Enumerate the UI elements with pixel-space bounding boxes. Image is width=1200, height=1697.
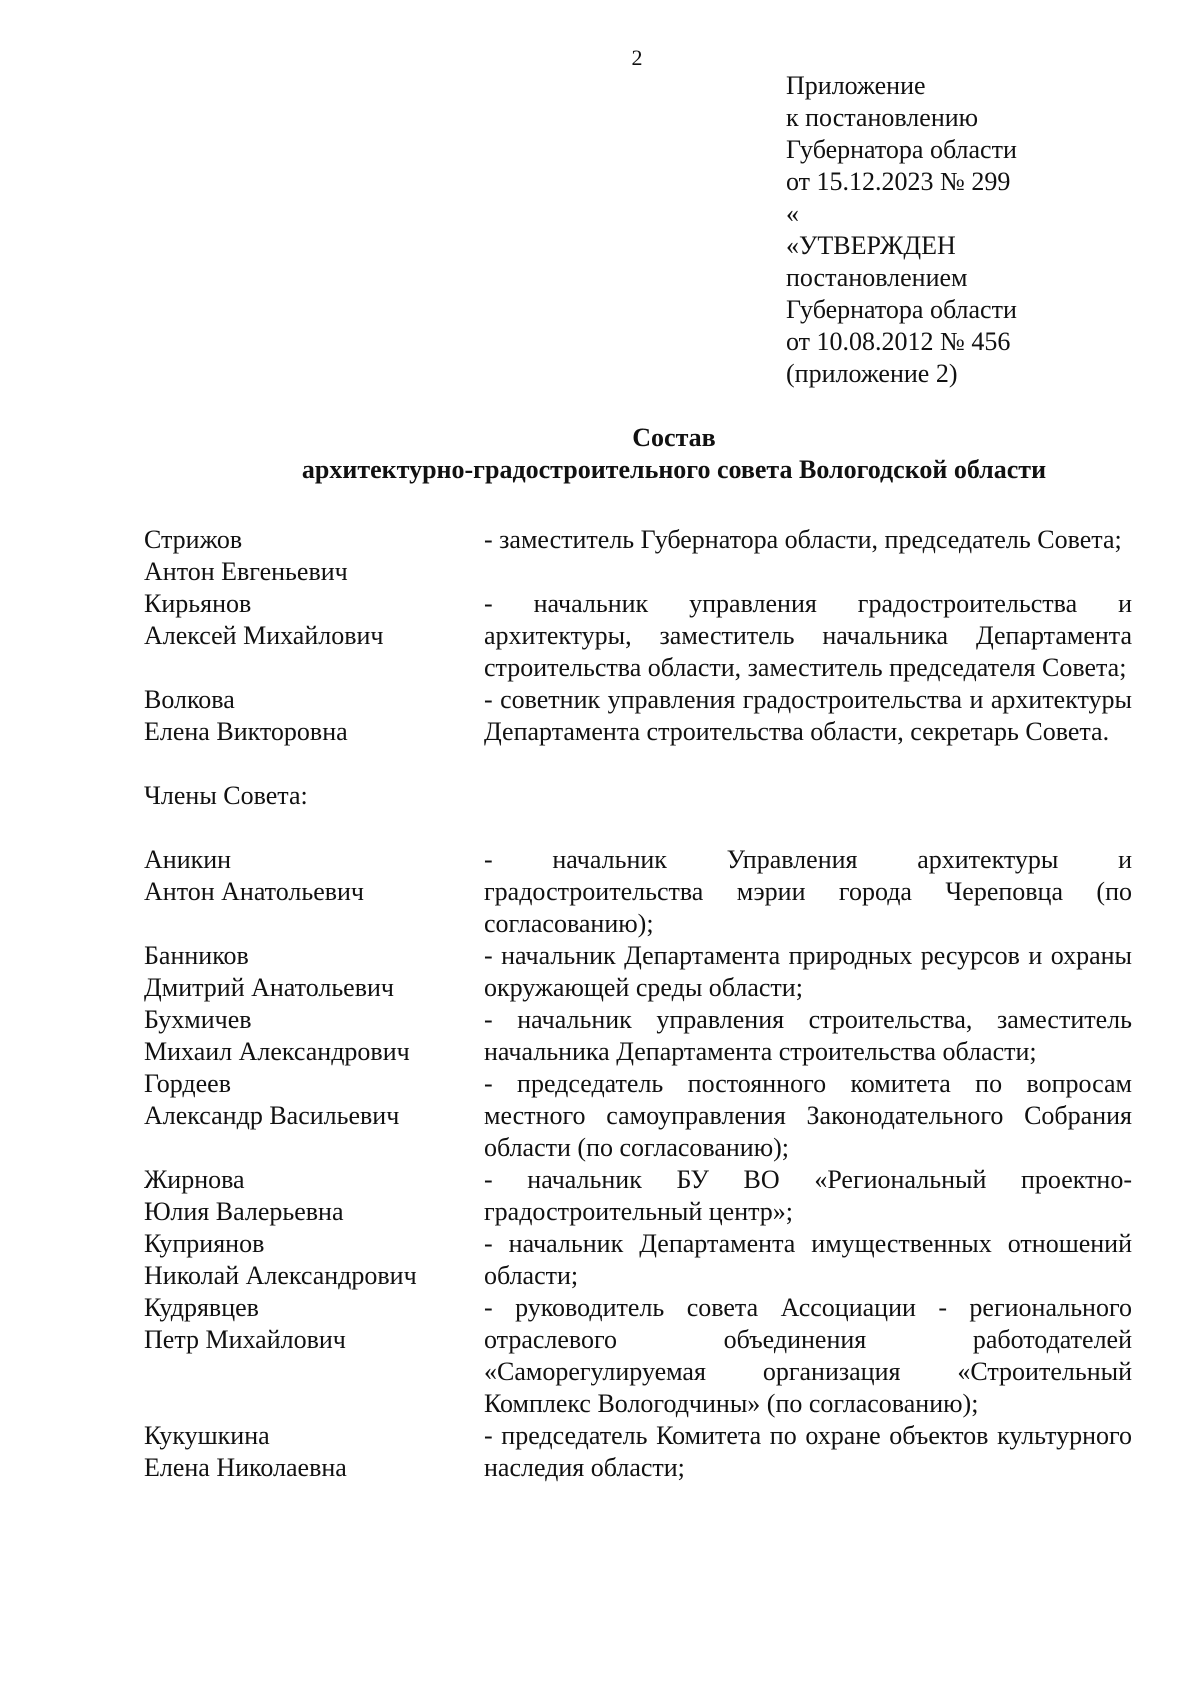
surname: Кудрявцев [144,1293,259,1322]
given-names: Антон Евгеньевич [144,557,348,586]
person-name [144,684,484,748]
person-name [144,524,484,588]
person-role: - начальник управления градостроительства и архитектуры, заместитель начальника Департамента строительства области, заместитель председателя Совета; [484,589,1132,682]
surname: Стрижов [144,525,243,554]
surname: Банников [144,941,249,970]
surname: Гордеев [144,1069,231,1098]
person-role: - председатель Комитета по охране объектов культурного наследия области; [484,1421,1132,1482]
appendix-line: «УТВЕРЖДЕН [786,231,956,260]
roster-row-member [144,1228,1132,1292]
person-role: - начальник БУ ВО «Региональный проектно-градостроительный центр»; [484,1165,1132,1226]
roster-row-deputy-chair [144,588,1132,684]
appendix-line: постановлением [786,263,968,292]
person-name [144,1068,484,1164]
appendix-header [786,70,1126,390]
roster-row-member [144,940,1132,1004]
title-line-2: архитектурно-градостроительного совета Вологодской области [301,455,1047,484]
roster-row-member [144,1292,1132,1420]
given-names: Александр Васильевич [144,1101,400,1130]
appendix-line: « [786,199,799,228]
person-name [144,1004,484,1068]
appendix-line: Губернатора области [786,295,1017,324]
given-names: Алексей Михайлович [144,621,384,650]
given-names: Юлия Валерьевна [144,1197,344,1226]
surname: Бухмичев [144,1005,252,1034]
person-role: - председатель постоянного комитета по вопросам местного самоуправления Законодательного Собрания области (по согласованию); [484,1069,1132,1162]
person-name [144,588,484,684]
given-names: Михаил Александрович [144,1037,410,1066]
roster-row-member [144,1068,1132,1164]
appendix-line: (приложение 2) [786,359,958,388]
given-names: Елена Николаевна [144,1453,347,1482]
person-name [144,940,484,1004]
title-line-1: Состав [632,423,716,452]
appendix-line: к постановлению [786,103,979,132]
given-names: Петр Михайлович [144,1325,346,1354]
roster-row-chair [144,524,1132,588]
surname: Аникин [144,845,232,874]
given-names: Елена Викторовна [144,717,348,746]
council-roster [144,524,1132,1484]
person-role: - начальник Управления архитектуры и градостроительства мэрии города Череповца (по согласованию); [484,845,1132,938]
roster-row-member [144,1164,1132,1228]
given-names: Николай Александрович [144,1261,417,1290]
document-title [0,422,1200,486]
roster-row-secretary [144,684,1132,748]
surname: Кукушкина [144,1421,270,1450]
person-name [144,1164,484,1228]
roster-row-member [144,1004,1132,1068]
given-names: Дмитрий Анатольевич [144,973,394,1002]
appendix-line: от 10.08.2012 № 456 [786,327,1011,356]
person-name [144,1292,484,1420]
person-role: - руководитель совета Ассоциации - регионального отраслевого объединения работодателей «Саморегулируемая организация «Строительный Комплекс Вологодчины» (по согласованию); [484,1293,1132,1418]
person-role: - заместитель Губернатора области, председатель Совета; [484,525,1122,554]
person-role: - советник управления градостроительства и архитектуры Департамента строительства области, секретарь Совета. [484,685,1132,746]
surname: Волкова [144,685,235,714]
appendix-line: от 15.12.2023 № 299 [786,167,1011,196]
given-names: Антон Анатольевич [144,877,364,906]
surname: Жирнова [144,1165,245,1194]
person-name [144,844,484,940]
roster-row-member [144,844,1132,940]
members-label: Члены Совета: [144,781,308,810]
surname: Куприянов [144,1229,265,1258]
roster-row-member [144,1420,1132,1484]
person-role: - начальник Департамента природных ресурсов и охраны окружающей среды области; [484,941,1132,1002]
person-name [144,1420,484,1484]
page-number: 2 [631,45,643,70]
surname: Кирьянов [144,589,252,618]
appendix-line: Приложение [786,71,926,100]
person-name [144,1228,484,1292]
person-role: - начальник управления строительства, заместитель начальника Департамента строительства области; [484,1005,1132,1066]
person-role: - начальник Департамента имущественных отношений области; [484,1229,1132,1290]
appendix-line: Губернатора области [786,135,1017,164]
